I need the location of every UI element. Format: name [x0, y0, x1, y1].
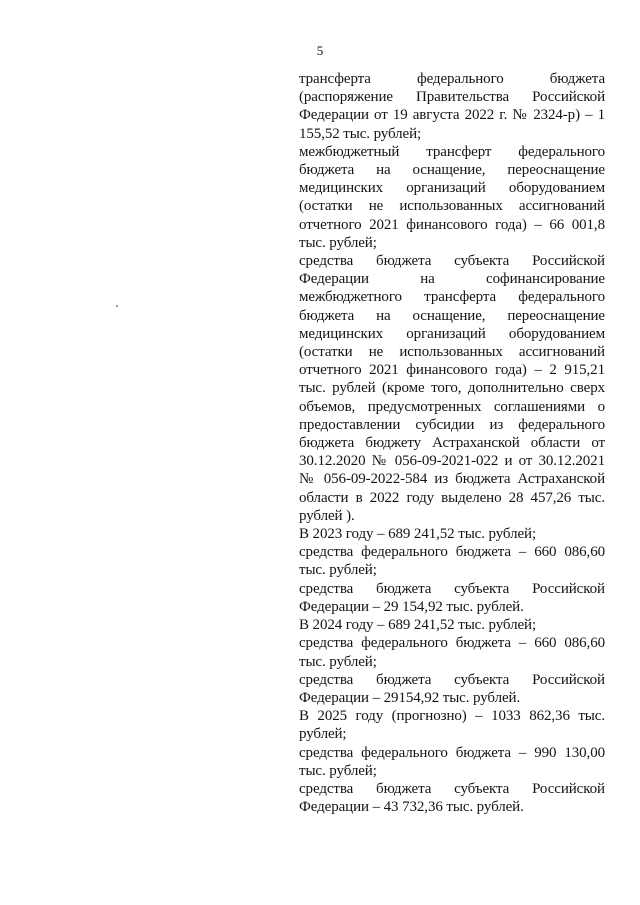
- paragraph-year-2025-federal: средства федерального бюджета – 990 130,00 тыс. рублей;: [299, 744, 605, 779]
- paragraph-year-2024-subject: средства бюджета субъекта Российской Федерации – 29154,92 тыс. рублей.: [299, 671, 605, 706]
- paragraph-federal-transfer-order: трансферта федерального бюджета (распоряжение Правительства Российской Федерации от 19 августа 2022 г. № 2324-р) – 1 155,52 тыс. рублей;: [299, 71, 605, 142]
- body-text: [299, 70, 605, 816]
- paragraph-year-2024-total: В 2024 году – 689 241,52 тыс. рублей;: [299, 617, 537, 634]
- paragraph-subject-cofinancing: средства бюджета субъекта Российской Федерации на софинансирование межбюджетного трансферта федерального бюджета на оснащение, переоснащение медицинских организаций оборудованием (остатки не использованных ассигнований отчетного 2021 финансового года) – 2 915,21 тыс. рублей (кроме того, дополнительно сверх объемов, предусмотренных соглашениями о предоставлении субсидии из федерального бюджета бюджету Астраханской области от 30.12.2020 № 056-09-2021-022 и от 30.12.2021 № 056-09-2022-584 из бюджета Астраханской области в 2022 году выделено 28 457,26 тыс. рублей ).: [299, 253, 605, 524]
- paragraph-year-2025-total: В 2025 году (прогнозно) – 1033 862,36 тыс. рублей;: [299, 708, 605, 743]
- paragraph-interbudget-transfer-equipment: межбюджетный трансферт федерального бюджета на оснащение, переоснащение медицинских организаций оборудованием (остатки не использованных ассигнований отчетного 2021 финансового года) – 66 001,8 тыс. рублей;: [299, 143, 605, 251]
- paragraph-year-2025-subject: средства бюджета субъекта Российской Федерации – 43 732,36 тыс. рублей.: [299, 780, 605, 816]
- page-number: 5: [316, 43, 324, 58]
- paragraph-year-2023-subject: средства бюджета субъекта Российской Федерации – 29 154,92 тыс. рублей.: [299, 580, 605, 615]
- scan-speck: [116, 305, 118, 307]
- paragraph-year-2023-total: В 2023 году – 689 241,52 тыс. рублей;: [299, 526, 537, 543]
- paragraph-year-2024-federal: средства федерального бюджета – 660 086,60 тыс. рублей;: [299, 635, 605, 670]
- paragraph-year-2023-federal: средства федерального бюджета – 660 086,60 тыс. рублей;: [299, 544, 605, 579]
